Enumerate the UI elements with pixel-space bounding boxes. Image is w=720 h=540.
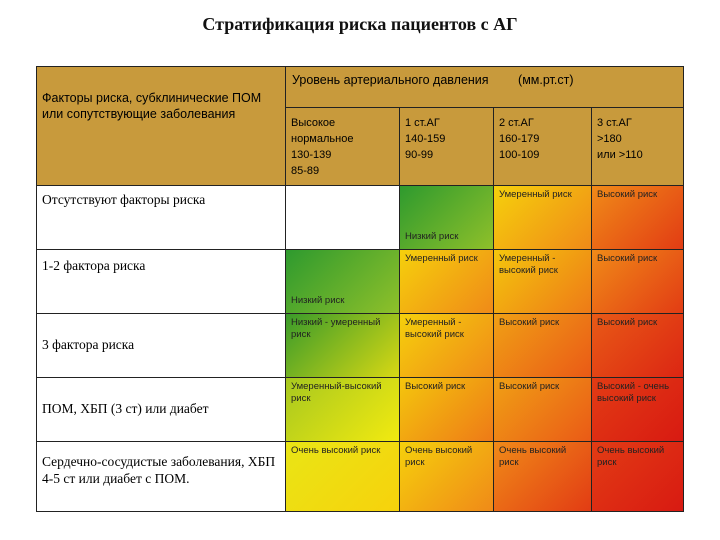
row-label-3-factors: 3 фактора риска [36, 314, 286, 378]
level-name: 1 ст.АГ [405, 117, 440, 129]
risk-cell: Очень высокий риск [400, 442, 494, 512]
risk-cell: Очень высокий риск [286, 442, 400, 512]
level-name: 3 ст.АГ [597, 117, 632, 129]
bp-level-header [286, 66, 684, 108]
bp-level-label: Уровень артериального давления [292, 73, 489, 87]
risk-cell: Высокий риск [592, 314, 684, 378]
level-diastolic: 85-89 [291, 164, 320, 177]
risk-cell: Высокий риск [494, 378, 592, 442]
risk-cell: Очень высокий риск [592, 442, 684, 512]
level-high-normal [286, 108, 400, 186]
page-title: Стратификация риска пациентов с АГ [202, 14, 518, 34]
level-systolic: 140-159 [405, 132, 446, 145]
bp-unit-label: (мм.рт.ст) [518, 73, 574, 87]
risk-cell: Умеренный - высокий риск [400, 314, 494, 378]
level-diastolic: 90-99 [405, 148, 434, 161]
row-label-pom-ckd3-diabetes: ПОМ, ХБП (3 ст) или диабет [36, 378, 286, 442]
risk-cell: Очень высокий риск [494, 442, 592, 512]
row-label-no-factors: Отсутствуют факторы риска [36, 186, 286, 250]
level-systolic: 160-179 [499, 132, 540, 145]
level-grade-3 [592, 108, 684, 186]
factors-header: Факторы риска, субклинические ПОМ или сопутствующие заболевания [36, 66, 286, 186]
level-grade-1 [400, 108, 494, 186]
risk-cell: Высокий - очень высокий риск [592, 378, 684, 442]
risk-cell [286, 186, 400, 250]
level-grade-2 [494, 108, 592, 186]
risk-cell: Умеренный - высокий риск [494, 250, 592, 314]
level-systolic: >180 [597, 132, 622, 145]
risk-cell: Умеренный-высокий риск [286, 378, 400, 442]
row-label-1-2-factors: 1-2 фактора риска [36, 250, 286, 314]
level-systolic: 130-139 [291, 148, 332, 161]
level-name: 2 ст.АГ [499, 117, 534, 129]
level-diastolic: 100-109 [499, 148, 540, 161]
level-diastolic: или >110 [597, 148, 643, 161]
risk-cell: Низкий риск [286, 250, 400, 314]
row-label-cvd-ckd45-diabetes-pom: Сердечно-сосудистые заболевания, ХБП 4-5 ст или диабет с ПОМ. [36, 442, 286, 512]
risk-cell: Низкий риск [400, 186, 494, 250]
level-name: Высокое нормальное [291, 117, 354, 145]
risk-cell: Высокий риск [592, 250, 684, 314]
risk-cell: Умеренный риск [494, 186, 592, 250]
risk-cell: Умеренный риск [400, 250, 494, 314]
risk-cell: Высокий риск [494, 314, 592, 378]
risk-table [36, 66, 684, 512]
risk-cell: Низкий - умеренный риск [286, 314, 400, 378]
risk-cell: Высокий риск [592, 186, 684, 250]
risk-cell: Высокий риск [400, 378, 494, 442]
